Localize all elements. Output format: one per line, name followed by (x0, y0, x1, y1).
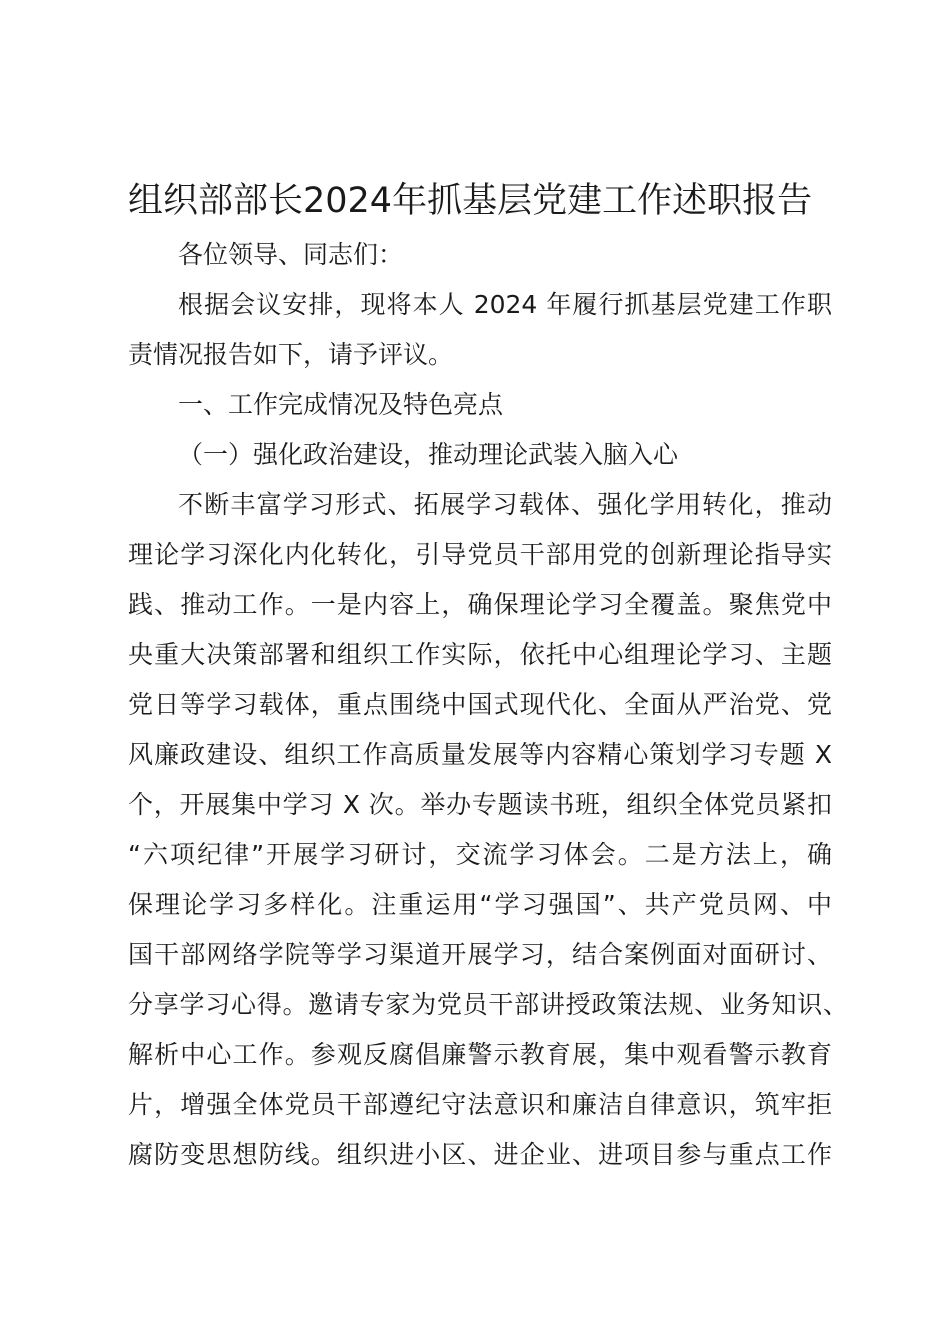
paragraph-line: 腐防变思想防线。组织进小区、进企业、进项目参与重点工作 (128, 1140, 832, 1169)
intro-line: 根据会议安排，现将本人 2024 年履行抓基层党建工作职 (178, 290, 832, 319)
intro-paragraph (128, 280, 848, 380)
section-heading (128, 380, 848, 430)
intro-line: 责情况报告如下，请予评议。 (128, 340, 454, 369)
paragraph-line: 理论学习深化内化转化，引导党员干部用党的创新理论指导实 (128, 540, 832, 569)
paragraph-line: 党日等学习载体，重点围绕中国式现代化、全面从严治党、党 (128, 690, 832, 719)
paragraph-line: 不断丰富学习形式、拓展学习载体、强化学用转化，推动 (178, 490, 832, 519)
salutation: 各位领导、同志们： (178, 240, 404, 269)
paragraph-line: 央重大决策部署和组织工作实际，依托中心组理论学习、主题 (128, 640, 832, 669)
paragraph-line: 践、推动工作。一是内容上，确保理论学习全覆盖。聚焦党中 (128, 590, 832, 619)
paragraph-line: 分享学习心得。邀请专家为党员干部讲授政策法规、业务知识、 (128, 990, 848, 1019)
paragraph-line: 保理论学习多样化。注重运用“学习强国”、共产党员网、中 (128, 890, 832, 919)
salutation-block (128, 230, 848, 280)
heading-level-2: （一）强化政治建设，推动理论武装入脑入心 (178, 440, 679, 469)
paragraph-line: 解析中心工作。参观反腐倡廉警示教育展，集中观看警示教育 (128, 1040, 832, 1069)
heading-level-1: 一、工作完成情况及特色亮点 (178, 390, 504, 419)
paragraph-line: “六项纪律”开展学习研讨，交流学习体会。二是方法上，确 (128, 840, 832, 869)
document-title: 组织部部长2024年抓基层党建工作述职报告 (128, 181, 813, 221)
paragraph-line: 风廉政建设、组织工作高质量发展等内容精心策划学习专题 X (128, 740, 832, 769)
body-paragraph (128, 480, 848, 1180)
paragraph-line: 国干部网络学院等学习渠道开展学习，结合案例面对面研讨、 (128, 940, 832, 969)
paragraph-line: 个，开展集中学习 X 次。举办专题读书班，组织全体党员紧扣 (128, 790, 832, 819)
paragraph-line: 片，增强全体党员干部遵纪守法意识和廉洁自律意识，筑牢拒 (128, 1090, 832, 1119)
subsection-heading (128, 430, 848, 480)
